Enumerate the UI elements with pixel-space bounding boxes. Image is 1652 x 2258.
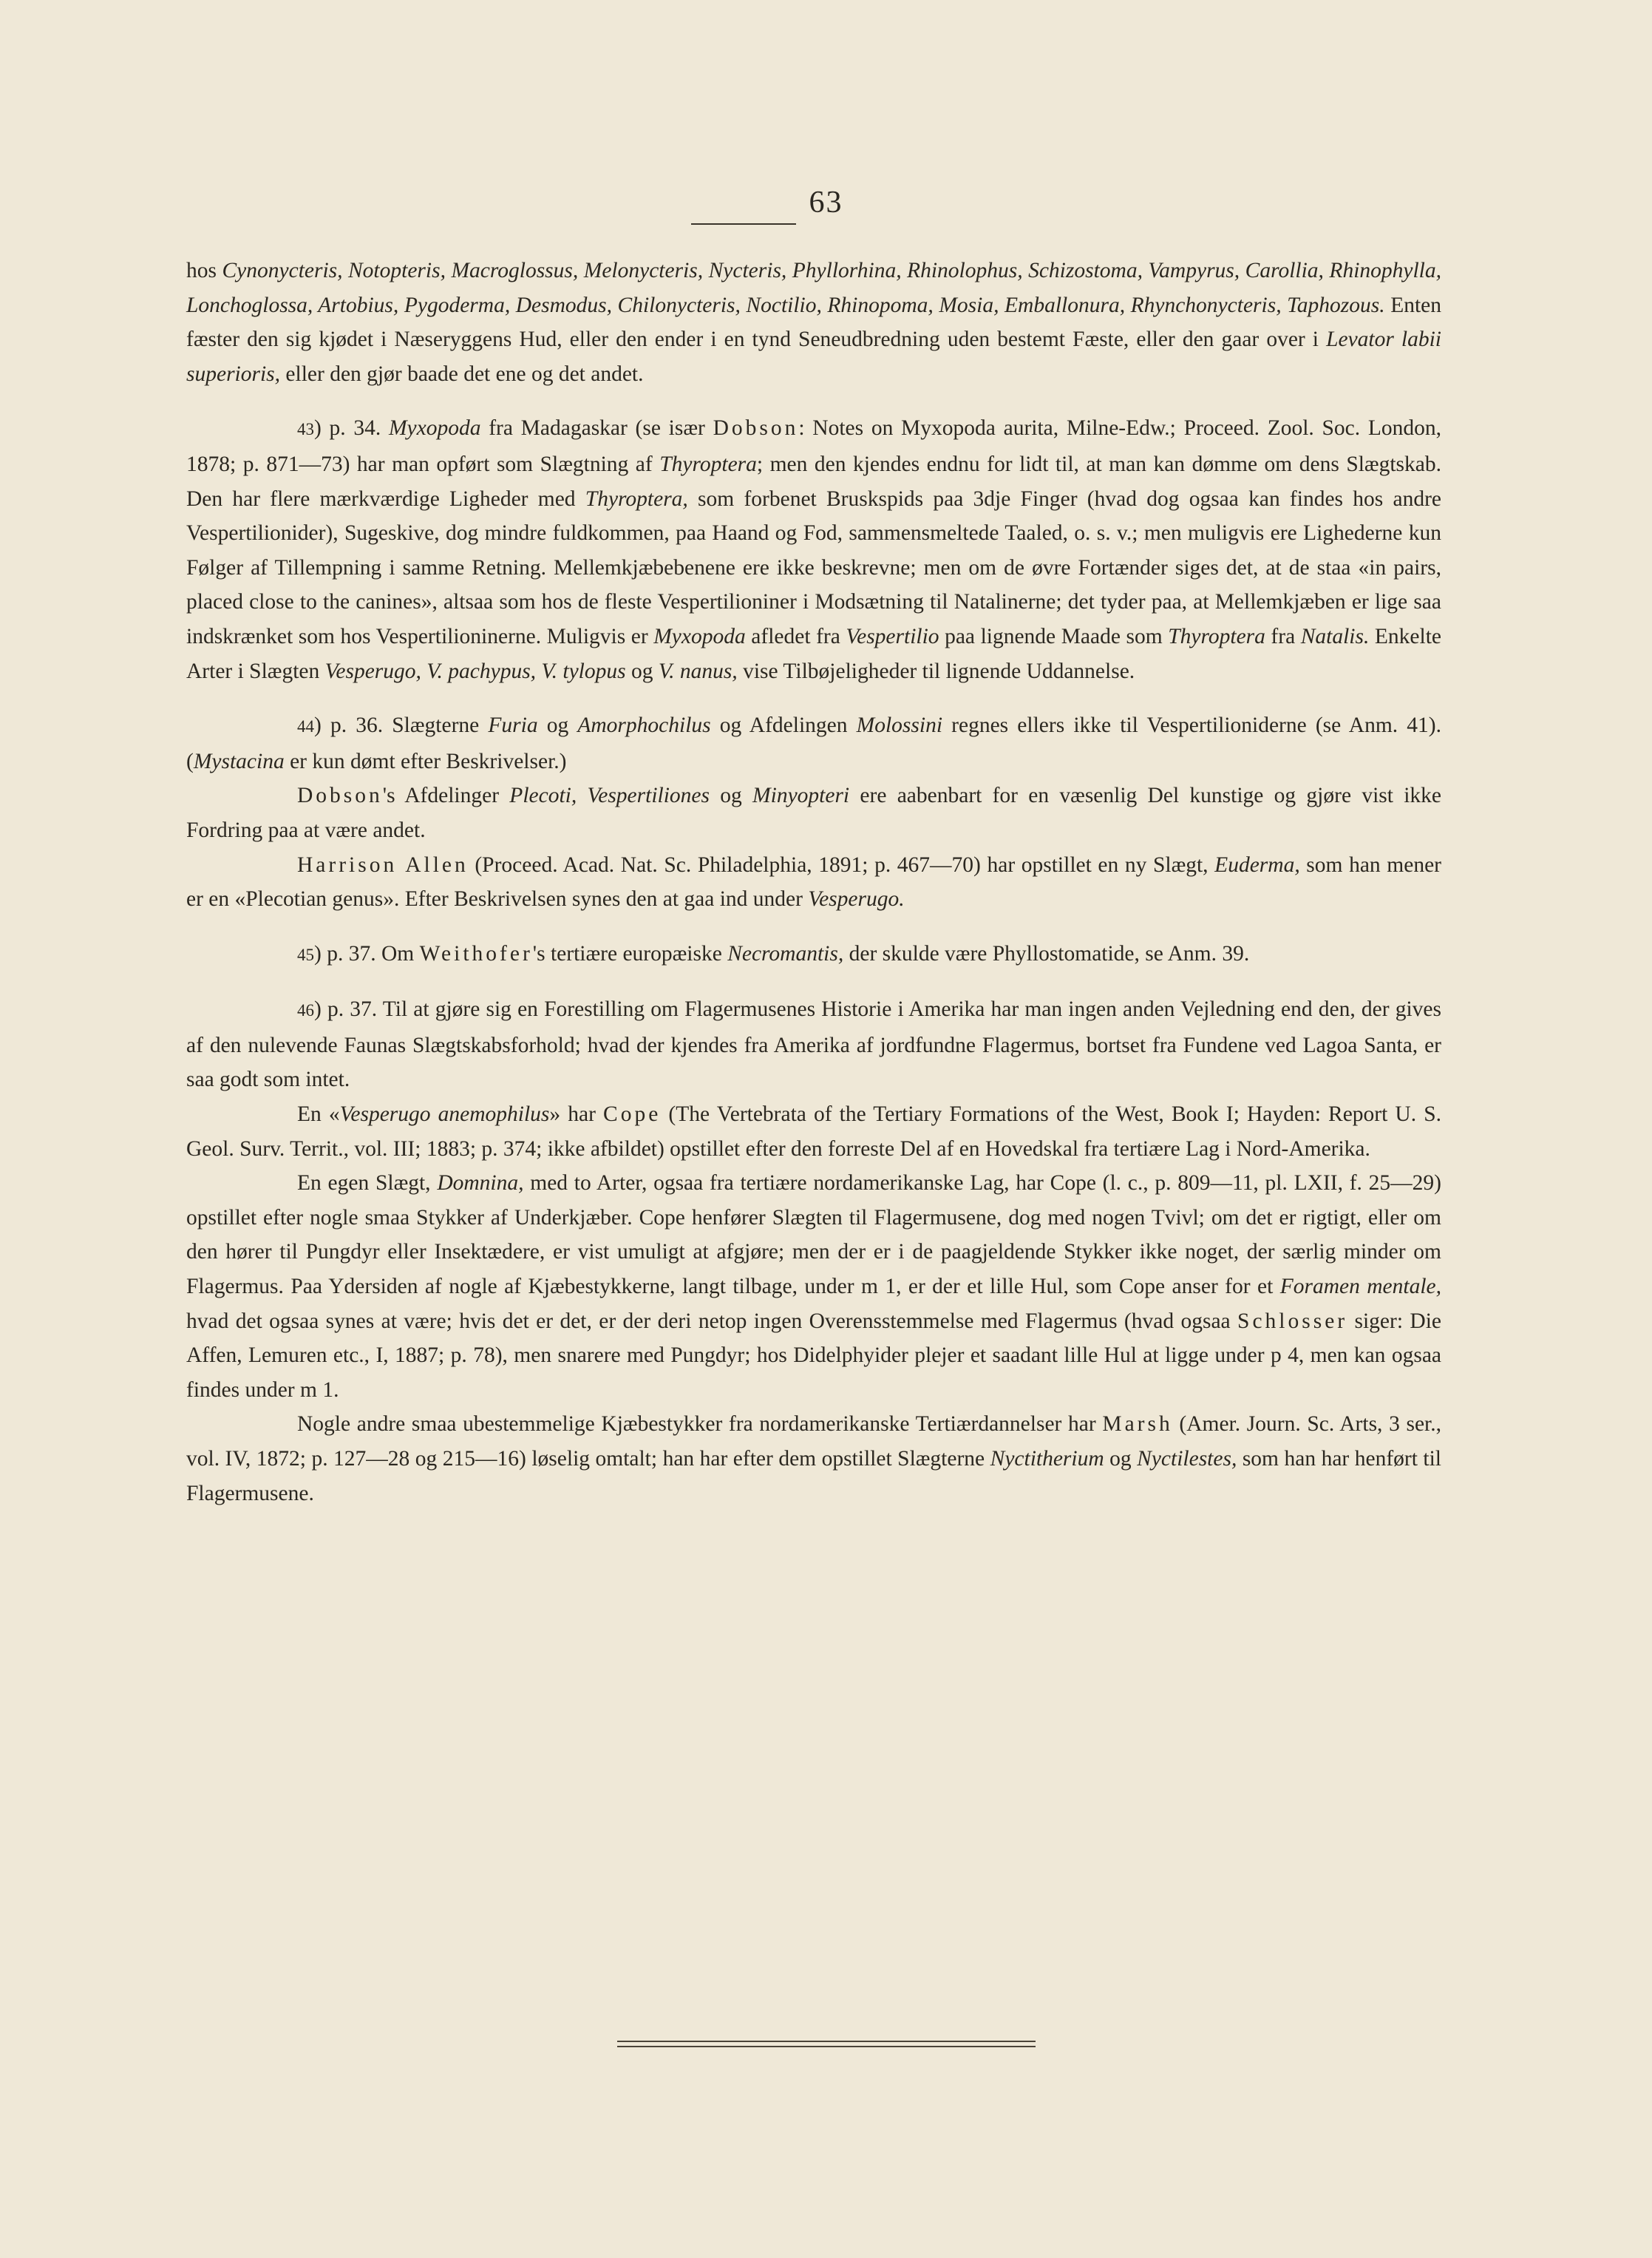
italic-taxon: Vesperugo anemophilus (339, 1102, 550, 1127)
text-run: (Proceed. Acad. Nat. Sc. Philadelphia, 1891; p. 467—70) har opstillet en ny Slægt, (468, 852, 1215, 877)
paragraph-p-43 (186, 411, 1441, 688)
text-run: hos (186, 259, 222, 282)
italic-taxon: Furia (488, 713, 538, 738)
text-run: som han har henført til Flagermusene. (186, 1447, 1441, 1505)
paragraph-p-cont (186, 254, 1441, 391)
text-run: som han mener er en «Plecotian genus». Efter Beskrivelsen synes den at gaa ind under (186, 852, 1441, 912)
paragraph-p-44b (186, 779, 1441, 847)
italic-taxon: Levator labii superioris, (186, 328, 1442, 386)
paragraph-p-45 (186, 937, 1441, 973)
author-name: Marsh (1102, 1412, 1173, 1437)
paragraph-p-44c (186, 848, 1441, 917)
text-run: (Amer. Journ. Sc. Arts, 3 ser., vol. IV, 1872; p. 127—28 og 215—16) løselig omtalt; han har efter dem opstillet Slægterne (186, 1412, 1441, 1471)
paragraph-p-44 (186, 708, 1441, 779)
italic-taxon: Euderma, (1214, 852, 1300, 877)
text-run: og (625, 659, 659, 683)
italic-taxon: Nyctilestes, (1137, 1447, 1237, 1471)
author-name: Weithofer (419, 941, 533, 966)
italic-taxon: Nyctitherium (990, 1447, 1104, 1471)
end-rule-lower (617, 2046, 1036, 2047)
text-run: og (710, 784, 753, 808)
note-number: 46 (297, 1001, 314, 1020)
end-rule-upper (617, 2041, 1036, 2042)
text-run: og (537, 713, 578, 738)
text-run: » har (549, 1102, 604, 1127)
paragraph-p-46d (186, 1407, 1441, 1511)
italic-taxon: Vesperugo, V. pachypus, V. tylopus (324, 659, 626, 683)
paragraph-p-46c (186, 1166, 1441, 1407)
text-run: ere aabenbart for en væsenlig Del kunstige og gjøre vist ikke Fordring paa at være andet. (186, 784, 1441, 842)
text-run: eller den gjør baade det ene og det andet. (280, 362, 644, 386)
text-run: regnes ellers ikke til Vespertilioniderne (se Anm. 41). ( (186, 713, 1441, 773)
text-run: og Afdelingen (710, 713, 857, 738)
text-run: ) p. 37. Til at gjøre sig en Forestilling om Flagermusenes Historie i Amerika har man ingen anden Vejledning end den, der gives af den nulevende Faunas Slægtskabsforhold; hvad der kjendes fra Amerika af jordfundne Flagermus, bortset fra Fundene ved Lagoa Santa, er saa godt som intet. (186, 997, 1441, 1092)
author-name: Dobson (713, 416, 799, 441)
text-run: paa lignende Maade som (939, 624, 1169, 648)
italic-taxon: Natalis. (1300, 624, 1370, 648)
italic-taxon: Amorphochilus (577, 713, 711, 738)
note-number: 44 (297, 717, 314, 736)
italic-taxon: Thyroptera (659, 452, 757, 476)
text-run: fra Madagaskar (se især (480, 416, 713, 441)
italic-taxon: Foramen mentale, (1279, 1275, 1441, 1299)
text-run: fra (1265, 624, 1301, 648)
text-run: med to Arter, ogsaa fra tertiære nordamerikanske Lag, har Cope (l. c., p. 809—11, pl. LXII, f. 25—29) opstillet efter nogle smaa Stykker af Underkjæber. Cope henfører Slægten til Flagermusene, dog med nogen Tvivl; om det er rigtigt, eller om den hører til Pungdyr eller Insektædere, er vist umuligt at afgjøre; men der er i de paagjeldende Stykker ikke noget, der særlig minder om Flagermus. Paa Ydersiden af nogle af Kjæbestykkerne, langt tilbage, under m 1, er der et lille Hul, som Cope anser for et (186, 1171, 1442, 1299)
author-name: Harrison Allen (297, 852, 469, 877)
text-run: Enten fæster den sig kjødet i Næseryggens Hud, eller den ender i en tynd Seneudbredning uden bestemt Fæste, eller den gaar over i (186, 293, 1442, 352)
italic-taxon: Mystacina (193, 749, 285, 773)
italic-taxon: Minyopteri (752, 784, 850, 808)
text-run: Nogle andre smaa ubestemmelige Kjæbestykker fra nordamerikanske Tertiærdannelser har (297, 1412, 1103, 1437)
author-name: Schlosser (1237, 1309, 1348, 1333)
author-name: Cope (603, 1102, 662, 1127)
italic-taxon: Thyroptera, (585, 486, 688, 511)
paragraph-p-46b (186, 1097, 1441, 1166)
paragraph-p-46 (186, 992, 1441, 1097)
italic-taxon: Domnina, (437, 1171, 524, 1196)
italic-taxon: Necromantis, (727, 941, 844, 966)
text-run: afledet fra (745, 624, 846, 648)
text-run: Enkelte Arter i Slægten (186, 624, 1442, 683)
text-run: som forbenet Bruskspids paa 3dje Finger (hvad dog ogsaa kan findes hos andre Vespertilionider), Sugeskive, dog mindre fuldkommen, paa Haand og Fod, sammensmeltede Taaled, o. s. v.; men muligvis ere Lighederne kun Følger af Tillempning i samme Retning. Mellemkjæbebenene ere ikke beskrevne; men om de øvre Fortænder siges det, at de staa «in pairs, placed close to the canines», altsaa som hos de fleste Vespertilioniner i Modsætning til Natalinerne; det tyder paa, at Mellemkjæben er lige saa indskrænket som hos Vespertilioninerne. Muligvis er (186, 486, 1441, 648)
text-run: hvad det ogsaa synes at være; hvis det er det, er der deri netop ingen Overensstemmelse med Flagermus (hvad ogsaa (186, 1309, 1238, 1333)
text-run: og (1104, 1447, 1138, 1471)
text-run: En egen Slægt, (297, 1171, 438, 1196)
italic-taxon: Myxopoda (653, 624, 746, 648)
text-run: 's Afdelinger (382, 784, 510, 808)
italic-taxon: Thyroptera (1168, 624, 1265, 648)
body-text (186, 254, 1441, 1511)
text-run: (The Vertebrata of the Tertiary Formations of the West, Book I; Hayden: Report U. S. Geol. Surv. Territ., vol. III; 1883; p. 374; ikke afbildet) opstillet efter den forreste Del af en Hovedskal fra tertiære Lag i Nord-Amerika. (186, 1102, 1441, 1161)
page-number: 63 (809, 186, 843, 220)
text-run: ) p. 34. (314, 416, 389, 441)
page-number-rule (691, 223, 796, 225)
text-run: ; men den kjendes endnu for lidt til, at man kan dømme om dens Slægtskab. Den har flere mærkværdige Ligheder med (186, 452, 1441, 511)
text-run: ) p. 37. Om (314, 941, 420, 966)
text-run: vise Tilbøjeligheder til lignende Uddannelse. (737, 659, 1135, 683)
text-run: er kun dømt efter Beskrivelser.) (284, 749, 567, 773)
text-run: 's tertiære europæiske (532, 941, 728, 966)
text-run: der skulde være Phyllostomatide, se Anm. 39. (843, 941, 1250, 966)
italic-taxon: Plecoti, Vespertiliones (509, 784, 710, 808)
author-name: Dobson (297, 784, 383, 808)
italic-taxon: Molossini (856, 713, 943, 738)
italic-taxon: Cynonycteris, Notopteris, Macroglossus, Melonycteris, Nycteris, Phyllorhina, Rhinolophus, Schizostoma, Vampyrus, Carollia, Rhinophylla, Lonchoglossa, Artobius, Pygoderma, Desmodus, Chilonycteris, Noctilio, Rhinopoma, Mosia, Emballonura, Rhynchonycteris, Taphozous. (186, 259, 1442, 317)
note-number: 45 (297, 945, 314, 964)
text-run: : Notes on Myxopoda aurita, Milne-Edw.; Proceed. Zool. Soc. London, 1878; p. 871—73) har man opført som Slægtning af (186, 416, 1441, 476)
text-run: ) p. 36. Slægterne (314, 713, 489, 738)
text-run: siger: Die Affen, Lemuren etc., I, 1887; p. 78), men snarere med Pungdyr; hos Didelphyider plejer et saadant lille Hul at ligge under p 4, men kan ogsaa findes under m 1. (186, 1309, 1441, 1402)
italic-taxon: Vesperugo. (808, 887, 905, 912)
italic-taxon: V. nanus, (658, 659, 738, 683)
text-run: En « (297, 1102, 340, 1127)
note-number: 43 (297, 420, 314, 439)
italic-taxon: Myxopoda (388, 416, 481, 441)
italic-taxon: Vespertilio (846, 624, 939, 648)
